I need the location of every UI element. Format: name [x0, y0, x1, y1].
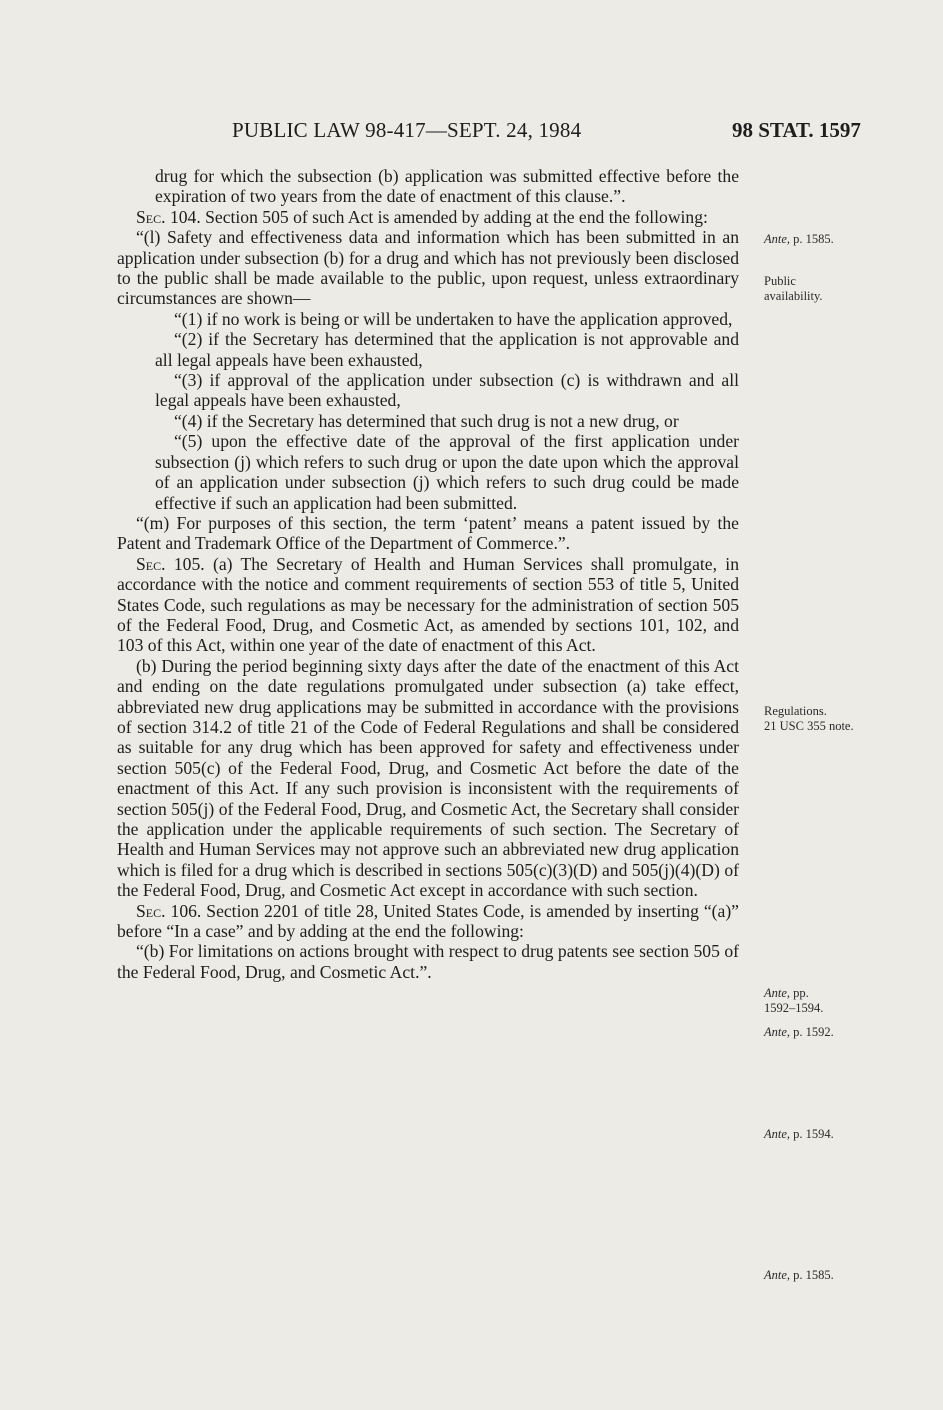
section-104	[117, 207, 739, 227]
margin-note-ante: Ante, p. 1594.	[764, 1127, 834, 1141]
statute-page-number: 98 STAT. 1597	[732, 118, 861, 142]
list-item: “(5) upon the effective date of the approval of the first application under subsection (j) which refers to such drug or upon the date upon which the approval of an application under subsection (j) which refers to such drug could be made effective if such an application had been submitted.	[155, 431, 739, 513]
list-item: “(4) if the Secretary has determined that such drug is not a new drug, or	[174, 410, 679, 431]
list-item: “(2) if the Secretary has determined that the application is not approvable and all legal appeals have been exhausted,	[155, 329, 739, 370]
margin-note-ante: Ante, p. 1585.	[764, 1268, 834, 1282]
list-item: “(3) if approval of the application under subsection (c) is withdrawn and all legal appeals have been exhausted,	[155, 370, 739, 411]
margin-note-ante: Ante, p. 1592.	[764, 1025, 834, 1039]
sec-label: Sec.	[136, 900, 166, 921]
list-item: “(1) if no work is being or will be undertaken to have the application approved,	[174, 308, 733, 329]
margin-note-ante: Ante, p. 1585.	[764, 232, 834, 246]
running-head: PUBLIC LAW 98-417—SEPT. 24, 1984	[232, 118, 582, 142]
sec-label: Sec.	[136, 553, 166, 574]
page-header	[0, 118, 943, 146]
subsection-l: “(l) Safety and effectiveness data and information which has been submitted in an application under subsection (b) for a drug and which has not previously been disclosed to the public shall be made available to the public, upon request, unless extraordinary circumstances are shown—	[117, 227, 739, 309]
sec-label: Sec.	[136, 206, 166, 227]
subsection-m: “(m) For purposes of this section, the term ‘patent’ means a patent issued by the Patent and Trademark Office of the Department of Commerce.”.	[117, 512, 739, 554]
section-105-text: 105. (a) The Secretary of Health and Human Services shall promulgate, in accordance with the notice and comment requirements of section 553 of title 5, United States Code, such regulations as may be necessary for the administration of section 505 of the Federal Food, Drug, and Cosmetic Act, as amended by sections 101, 102, and 103 of this Act, within one year of the date of enactment of this Act.	[117, 553, 739, 656]
body-text	[117, 166, 739, 982]
margin-note-ante: Ante, pp. 1592–1594.	[764, 986, 824, 1015]
section-104-text: 104. Section 505 of such Act is amended by adding at the end the following:	[169, 206, 708, 227]
margin-note-public-availability: Public availability.	[764, 274, 823, 303]
section-105-b: (b) During the period beginning sixty days after the date of the enactment of this Act and ending on the date regulations promulgated under subsection (a) take effect, abbreviated new drug applications may be submitted in accordance with the provisions of section 314.2 of title 21 of the Code of Federal Regulations and shall be considered as suitable for any drug which has been approved for safety and effectiveness under section 505(c) of the Federal Food, Drug, and Cosmetic Act before the date of the enactment of this Act. If any such provision is inconsistent with the requirements of section 505(j) of the Federal Food, Drug, and Cosmetic Act, the Secretary shall consider the application under the applicable requirements of such section. The Secretary of Health and Human Services may not approve such an abbreviated new drug application which is filed for a drug which is described in sections 505(c)(3)(D) and 505(j)(4)(D) of the Federal Food, Drug, and Cosmetic Act except in accordance with such section.	[117, 655, 739, 901]
section-106-text: 106. Section 2201 of title 28, United States Code, is amended by inserting “(a)” before “In a case” and by adding at the end the following:	[117, 900, 739, 942]
section-105	[117, 554, 739, 656]
continued-paragraph: drug for which the subsection (b) application was submitted effective before the expiration of two years from the date of enactment of this clause.”.	[155, 166, 739, 207]
margin-note-regulations: Regulations. 21 USC 355 note.	[764, 704, 854, 733]
section-106-b: “(b) For limitations on actions brought with respect to drug patents see section 505 of the Federal Food, Drug, and Cosmetic Act.”.	[117, 941, 739, 982]
section-106	[117, 901, 739, 942]
